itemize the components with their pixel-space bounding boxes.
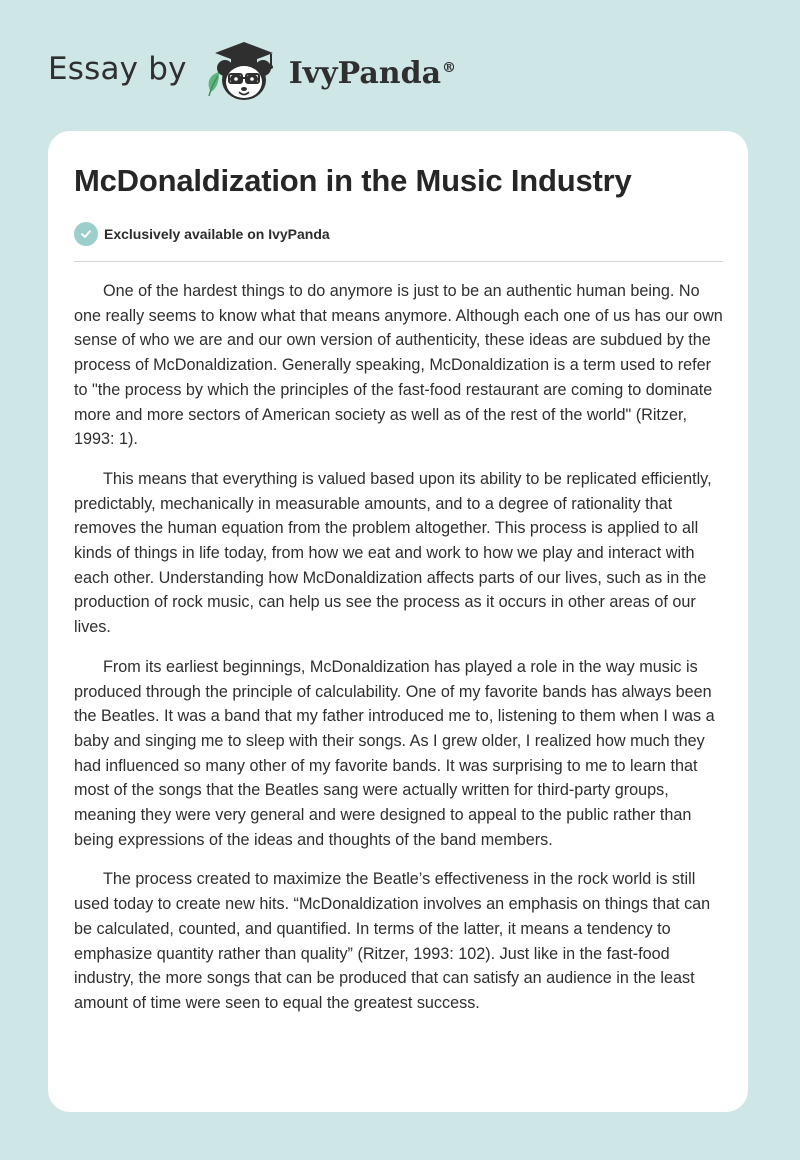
exclusive-badge-label: Exclusively available on IvyPanda <box>104 226 330 242</box>
panda-graduate-logo-icon[interactable] <box>201 36 285 106</box>
essay-by-label: Essay by <box>48 51 187 87</box>
essay-paragraph: This means that everything is valued based upon its ability to be replicated efficiently, predictably, mechanically in measurable amounts, and to a degree of rationality that removes the human equation from the problem altogether. This process is applied to all kinds of things in life today, from how we eat and work to how we play and interact with each other. Understanding how McDonaldization affects parts of our lives, such as in the production of rock music, can help us see the process as it occurs in other areas of our lives. <box>74 469 712 637</box>
exclusive-badge <box>74 222 330 246</box>
check-circle-icon <box>74 222 98 246</box>
essay-body <box>74 279 723 1031</box>
essay-title: McDonaldization in the Music Industry <box>74 163 632 198</box>
essay-paragraph: One of the hardest things to do anymore is just to be an authentic human being. No one really seems to know what that means anymore. Although each one of us has our own sense of who we are and our own version of authenticity, these ideas are subdued by the process of McDonaldization. Generally speaking, McDonaldization is a term used to refer to "the process by which the principles of the fast-food restaurant are coming to dominate more and more sectors of American society as well as of the rest of the world" (Ritzer, 1993: 1). <box>74 282 723 449</box>
essay-paragraph: The process created to maximize the Beatle’s effectiveness in the rock world is still used today to create new hits. “McDonaldization involves an emphasis on things that can be calculated, counted, and quantified. In terms of the latter, it means a tendency to emphasize quantity rather than quality” (Ritzer, 1993: 102). Just like in the fast-food industry, the more songs that can be produced that can satisfy an audience in the least amount of time were seen to equal the greatest success. <box>74 870 711 1012</box>
brand-name-text: IvyPanda <box>288 55 442 91</box>
site-header <box>48 36 456 106</box>
essay-paragraph: From its earliest beginnings, McDonaldization has played a role in the way music is produced through the principle of calculability. One of my favorite bands has always been the Beatles. It was a band that my father introduced me to, listening to them when I was a baby and singing me to sleep with their songs. As I grew older, I realized how much they had influenced so many other of my favorite bands. It was surprising to me to learn that most of the songs that the Beatles sang were actually written for third-party groups, meaning they were very general and were designed to appeal to the public rather than being expressions of the ideas and thoughts of the band members. <box>74 657 715 849</box>
title-divider <box>74 261 723 262</box>
essay-card <box>48 131 748 1112</box>
brand-name[interactable] <box>289 56 456 91</box>
registered-mark: ® <box>442 59 457 76</box>
